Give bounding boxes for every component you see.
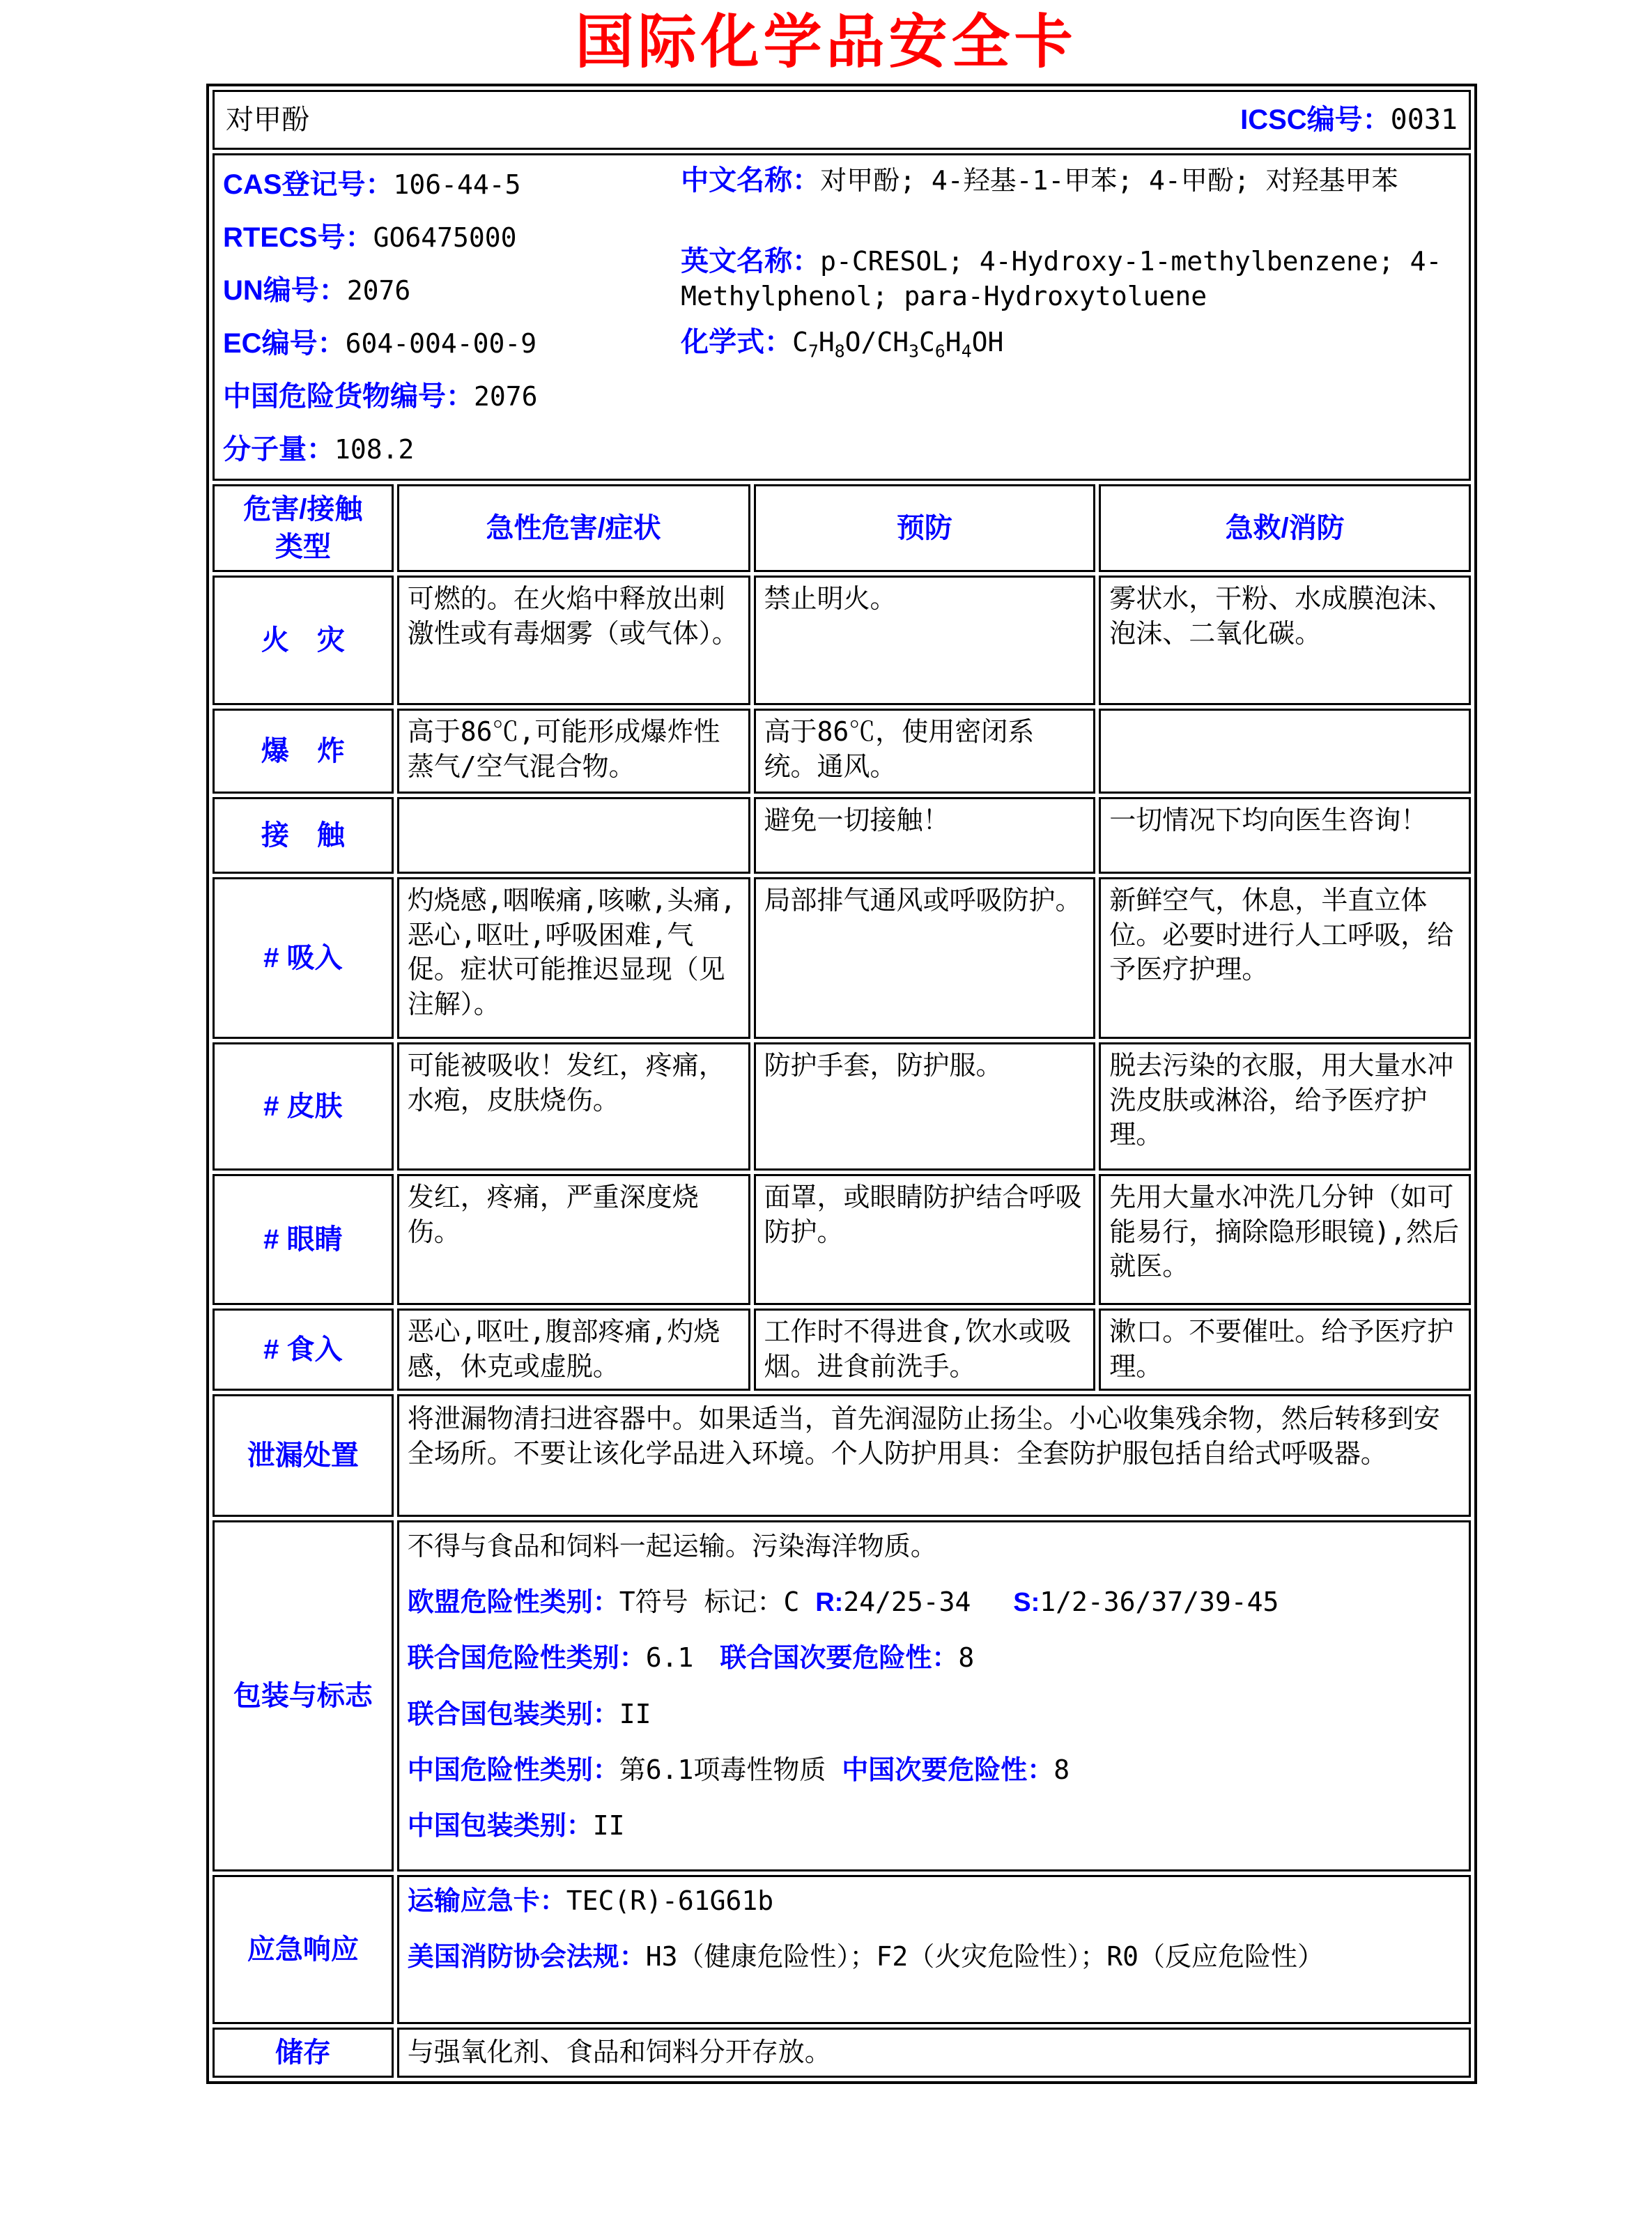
identifier-ec <box>223 325 681 362</box>
section-emergency-segment: 运输应急卡： <box>407 1886 566 1916</box>
formula-part: H <box>945 326 962 357</box>
identifier-mol-weight-value: 108.2 <box>334 434 415 465</box>
hazard-row-eyes <box>213 1174 1471 1305</box>
identifier-cas-label: CAS登记号： <box>223 169 394 201</box>
hazards-cell-contact <box>397 797 750 874</box>
formula-part: 3 <box>909 341 920 362</box>
prevention-cell-contact: 避免一切接触！ <box>754 797 1096 874</box>
page <box>0 11 1652 2084</box>
section-label-spill: 泄漏处置 <box>213 1394 394 1517</box>
section-content-packaging <box>397 1520 1471 1871</box>
identifier-ec-label: EC编号： <box>223 328 346 360</box>
column-header-prevention <box>754 484 1096 572</box>
section-packaging-line-5 <box>408 1753 1460 1788</box>
hazard-type-label-inhalation: # 吸入 <box>213 877 394 1039</box>
section-packaging-segment: 联合国次要危险性： <box>720 1644 959 1674</box>
identifier-china-dg <box>223 378 681 415</box>
formula-part: 8 <box>834 341 845 362</box>
section-spill-segment: 将泄漏物清扫进容器中。如果适当，首先润湿防止扬尘。小心收集残余物，然后转移到安全场所。不要让该化学品进入环境。个人防护用具：全套防护服包括自给式呼吸器。 <box>407 1403 1440 1469</box>
section-label-storage: 储存 <box>213 2028 394 2078</box>
prevention-cell-ingestion: 工作时不得进食,饮水或吸烟。进食前洗手。 <box>754 1309 1096 1391</box>
prevention-cell-skin: 防护手套，防护服。 <box>754 1042 1096 1171</box>
first-aid-cell-fire: 雾状水，干粉、水成膜泡沫、泡沫、二氧化碳。 <box>1099 576 1471 705</box>
icsc-number-group <box>1240 102 1458 138</box>
identifier-cas <box>223 167 681 203</box>
section-packaging-segment: 1/2-36/37/39-45 <box>1040 1586 1279 1617</box>
identifier-cas-value: 106-44-5 <box>393 169 521 201</box>
column-header-firstaid-text: 急救/消防 <box>1225 513 1345 544</box>
identifier-ec-value: 604-004-00-9 <box>345 328 537 360</box>
first-aid-cell-contact: 一切情况下均向医生咨询！ <box>1099 797 1471 874</box>
substance-name: 对甲酚 <box>226 104 309 137</box>
english-name-line <box>681 243 1460 314</box>
chinese-name-value: 对甲酚; 4-羟基-1-甲苯; 4-甲酚; 对羟基甲苯 <box>820 165 1398 196</box>
section-packaging-segment: 欧盟危险性类别： <box>407 1587 619 1617</box>
hazard-row-inhalation <box>213 877 1471 1039</box>
identifier-un <box>223 272 681 309</box>
first-aid-cell-skin: 脱去污染的衣服，用大量水冲洗皮肤或淋浴，给予医疗护理。 <box>1099 1042 1471 1171</box>
hazard-header-row <box>213 484 1471 572</box>
identifier-un-label: UN编号： <box>223 275 347 307</box>
hazard-type-label-eyes: # 眼睛 <box>213 1174 394 1305</box>
section-packaging-segment: 中国次要危险性： <box>842 1755 1054 1785</box>
identifier-rtecs <box>223 219 681 256</box>
section-packaging-line-2 <box>408 1585 1460 1620</box>
card-table <box>209 86 1474 2081</box>
hazards-cell-eyes: 发红，疼痛，严重深度烧伤。 <box>397 1174 750 1305</box>
hazard-row-contact <box>213 797 1471 874</box>
section-emergency-segment: 美国消防协会法规： <box>407 1943 646 1973</box>
page-title: 国际化学品安全卡 <box>575 10 1077 75</box>
prevention-cell-inhalation: 局部排气通风或呼吸防护。 <box>754 877 1096 1039</box>
identifier-list <box>223 160 681 474</box>
formula-part: 4 <box>961 341 972 362</box>
identifier-mol-weight-label: 分子量： <box>223 434 334 465</box>
section-emergency-line-1 <box>408 1884 1460 1919</box>
hazard-row-explosion <box>213 709 1471 794</box>
names-block <box>681 160 1460 474</box>
hazard-row-skin <box>213 1042 1471 1171</box>
section-packaging-segment: 中国包装类别： <box>407 1812 593 1842</box>
identification-block <box>223 160 1460 474</box>
column-header-type <box>213 484 394 572</box>
substance-header <box>223 96 1460 144</box>
prevention-cell-explosion: 高于86℃，使用密闭系统。通风。 <box>754 709 1096 794</box>
formula-part: OH <box>971 326 1004 357</box>
section-packaging-segment: R: <box>815 1587 844 1617</box>
hazard-type-label-fire: 火 灾 <box>213 576 394 705</box>
formula-part: C <box>919 326 935 357</box>
hazard-type-label-ingestion: # 食入 <box>213 1309 394 1391</box>
identifier-un-value: 2076 <box>346 275 411 307</box>
formula-part: 7 <box>808 341 819 362</box>
section-row-emergency <box>213 1875 1471 2024</box>
hazards-cell-skin: 可能被吸收！发红，疼痛，水疱，皮肤烧伤。 <box>397 1042 750 1171</box>
first-aid-cell-ingestion: 漱口。不要催吐。给予医疗护理。 <box>1099 1309 1471 1391</box>
identifier-mol-weight <box>223 431 681 468</box>
hazards-cell-inhalation: 灼烧感,咽喉痛,咳嗽,头痛,恶心,呕吐,呼吸困难,气促。症状可能推迟显现（见注解）。 <box>397 877 750 1039</box>
section-packaging-segment: II <box>619 1698 651 1729</box>
section-content-storage <box>397 2028 1471 2078</box>
column-header-acute <box>397 484 750 572</box>
section-packaging-segment: T符号 标记：C <box>619 1586 816 1617</box>
hazard-row-ingestion <box>213 1309 1471 1391</box>
section-packaging-segment: 不得与食品和饲料一起运输。污染海洋物质。 <box>407 1531 937 1562</box>
hazard-row-fire <box>213 576 1471 705</box>
section-packaging-segment: S: <box>1013 1587 1040 1617</box>
section-label-emergency: 应急响应 <box>213 1875 394 2024</box>
column-header-acute-text: 急性危害/症状 <box>486 513 661 544</box>
hazards-cell-ingestion: 恶心,呕吐,腹部疼痛,灼烧感，休克或虚脱。 <box>397 1309 750 1391</box>
english-name-value: p-CRESOL; 4-Hydroxy-1-methylbenzene; 4-Methylphenol; para-Hydroxytoluene <box>681 246 1442 312</box>
section-packaging-line-4 <box>408 1697 1460 1732</box>
icsc-label: ICSC编号： <box>1240 105 1391 136</box>
icsc-number: 0031 <box>1390 104 1458 137</box>
formula-line <box>681 324 1460 360</box>
prevention-cell-eyes: 面罩，或眼睛防护结合呼吸防护。 <box>754 1174 1096 1305</box>
section-spill-line-1 <box>408 1402 1460 1471</box>
section-packaging-segment: 中国危险性类别： <box>407 1755 619 1785</box>
identification-cell <box>213 153 1471 481</box>
identification-row <box>213 153 1471 481</box>
section-packaging-line-1 <box>408 1529 1460 1564</box>
column-header-firstaid <box>1099 484 1471 572</box>
section-row-packaging <box>213 1520 1471 1871</box>
section-packaging-segment: 联合国包装类别： <box>407 1699 619 1729</box>
formula-part: 6 <box>934 341 945 362</box>
hazard-type-label-contact: 接 触 <box>213 797 394 874</box>
section-row-spill <box>213 1394 1471 1517</box>
identifier-rtecs-value: GO6475000 <box>373 222 517 254</box>
hazards-cell-fire: 可燃的。在火焰中释放出刺激性或有毒烟雾（或气体）。 <box>397 576 750 705</box>
hazard-type-label-explosion: 爆 炸 <box>213 709 394 794</box>
hazards-cell-explosion: 高于86℃,可能形成爆炸性蒸气/空气混合物。 <box>397 709 750 794</box>
section-content-emergency <box>397 1875 1471 2024</box>
hazard-type-label-skin: # 皮肤 <box>213 1042 394 1171</box>
section-packaging-segment: II <box>592 1810 625 1842</box>
formula-part: H <box>818 326 835 357</box>
section-packaging-segment: 6.1 <box>645 1642 720 1674</box>
chinese-name-label: 中文名称： <box>681 165 821 196</box>
english-name-label: 英文名称： <box>681 246 821 277</box>
section-content-spill <box>397 1394 1471 1517</box>
chinese-name-line <box>681 162 1460 199</box>
section-packaging-line-6 <box>408 1809 1460 1844</box>
column-header-prevention-text: 预防 <box>896 513 952 544</box>
section-packaging-segment: 8 <box>958 1642 975 1674</box>
formula-label: 化学式： <box>681 326 793 357</box>
section-packaging-segment: 8 <box>1053 1754 1070 1785</box>
section-storage-segment: 与强氧化剂、食品和饲料分开存放。 <box>407 2036 831 2067</box>
section-storage-line-1 <box>408 2035 1460 2069</box>
section-packaging-segment: 第6.1项毒性物质 <box>619 1754 842 1785</box>
formula-part: C <box>792 326 808 357</box>
section-emergency-line-2 <box>408 1940 1460 1975</box>
safety-card <box>206 84 1477 2083</box>
formula-part: O/CH <box>844 326 909 357</box>
substance-header-cell <box>213 90 1471 150</box>
first-aid-cell-inhalation: 新鲜空气，休息，半直立体位。必要时进行人工呼吸，给予医疗护理。 <box>1099 877 1471 1039</box>
column-header-type-text: 危害/接触 <box>243 494 363 525</box>
formula-value <box>792 326 1004 362</box>
section-packaging-line-3 <box>408 1641 1460 1676</box>
identifier-china-dg-value: 2076 <box>474 381 538 412</box>
section-packaging-segment: 24/25-34 <box>843 1586 1014 1617</box>
section-label-packaging: 包装与标志 <box>213 1520 394 1871</box>
section-packaging-segment: 联合国危险性类别： <box>407 1644 646 1674</box>
identifier-rtecs-label: RTECS号： <box>223 222 373 254</box>
section-row-storage <box>213 2028 1471 2078</box>
substance-header-row <box>213 90 1471 150</box>
section-emergency-segment: H3（健康危险性）；F2（火灾危险性）；R0（反应危险性） <box>645 1941 1324 1973</box>
first-aid-cell-explosion <box>1099 709 1471 794</box>
column-header-type-text: 类型 <box>275 532 331 563</box>
first-aid-cell-eyes: 先用大量水冲洗几分钟（如可能易行，摘除隐形眼镜),然后就医。 <box>1099 1174 1471 1305</box>
identifier-china-dg-label: 中国危险货物编号： <box>223 381 474 412</box>
section-emergency-segment: TEC(R)-61G61b <box>566 1885 774 1916</box>
prevention-cell-fire: 禁止明火。 <box>754 576 1096 705</box>
